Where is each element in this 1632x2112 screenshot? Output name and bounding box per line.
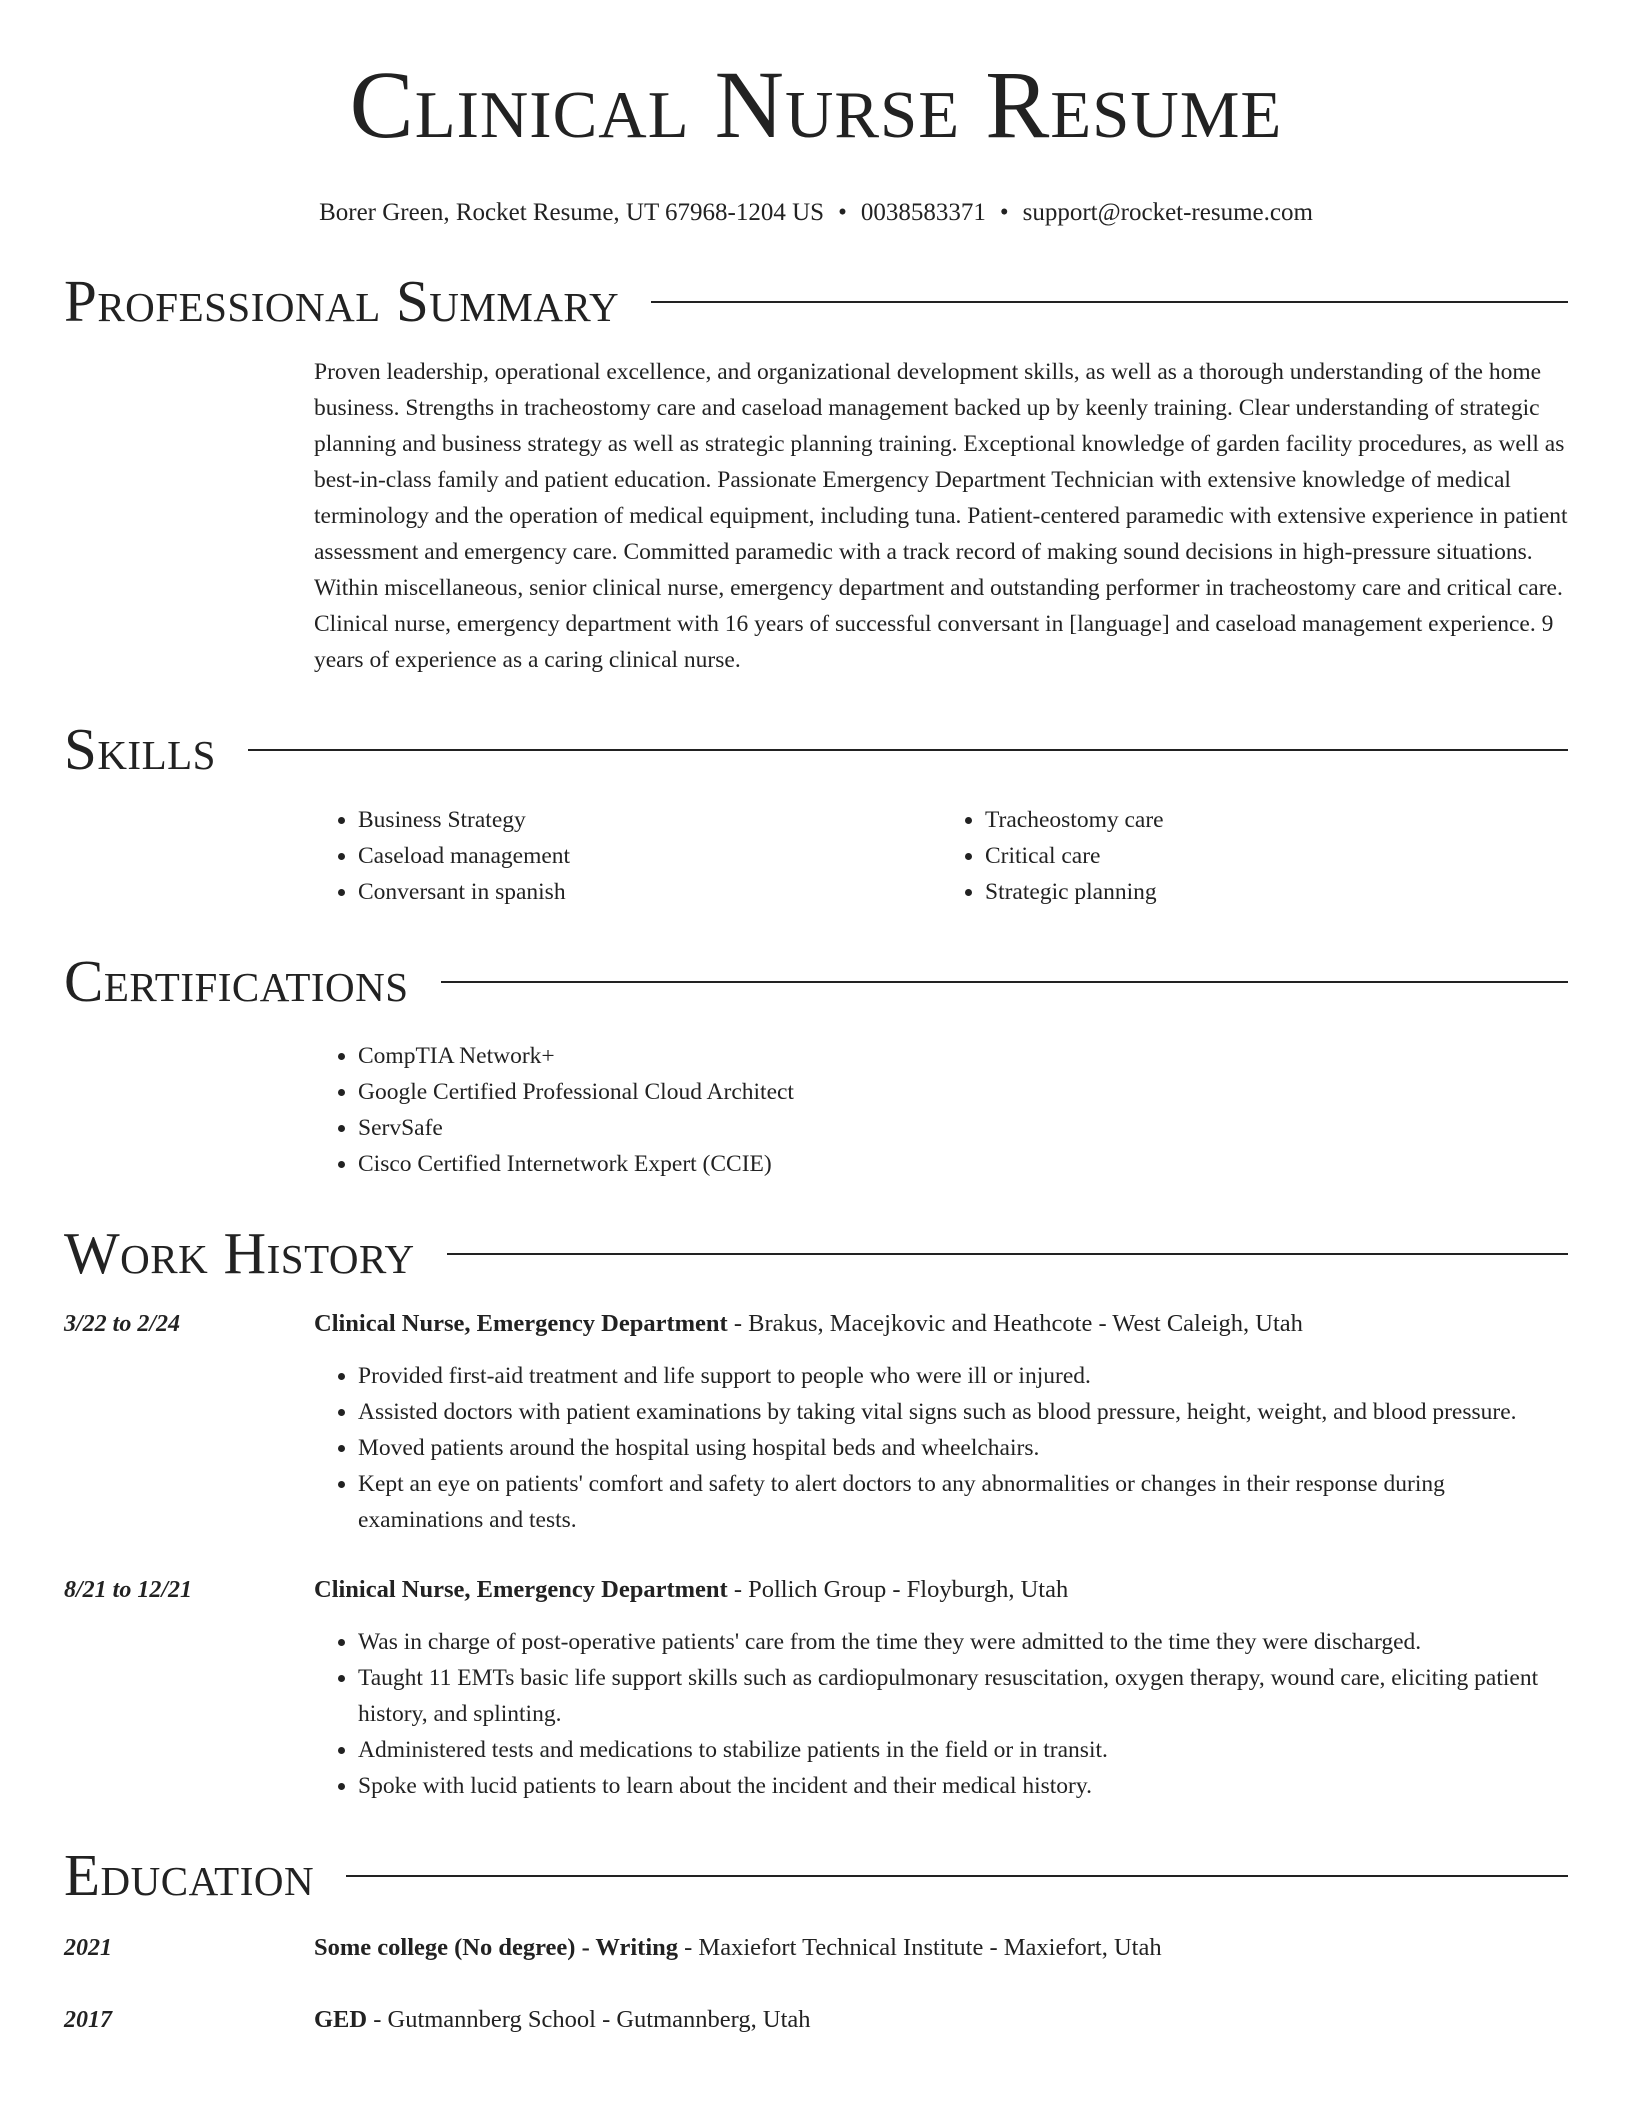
education-school: - Gutmannberg School - Gutmannberg, Utah [367,2006,811,2033]
phone: 0038583371 [860,199,986,226]
job-entry [64,1572,1568,1804]
skills-column-left [314,802,941,910]
work-heading-row [64,1218,1568,1288]
summary-heading: Professional Summary [64,268,620,334]
job-bullet: • Kept an eye on patients' comfort and safety to alert doctors to any abnormalities or changes in their response during examinations and tests. [358,1466,1568,1538]
skills-list [314,802,1568,910]
skill-item: • Caseload management [358,838,941,874]
certification-item: • CompTIA Network+ [358,1038,1568,1074]
job-bullets [314,1358,1568,1538]
skill-item: • Business Strategy [358,802,941,838]
job-title: Clinical Nurse, Emergency Department [314,1310,728,1337]
certifications-list [314,1038,1568,1182]
job-bullet: • Assisted doctors with patient examinations by taking vital signs such as blood pressure, height, weight, and blood pressure. [358,1394,1568,1430]
education-degree: Some college (No degree) - Writing [314,1934,679,1961]
skill-item: • Strategic planning [985,874,1568,910]
job-bullet: • Provided first-aid treatment and life support to people who were ill or injured. [358,1358,1568,1394]
skills-heading: Skills [64,716,216,782]
address: Borer Green, Rocket Resume, UT 67968-1204 US [319,199,825,226]
section-divider [441,981,1568,983]
skill-item: • Tracheostomy care [985,802,1568,838]
job-entry [64,1306,1568,1538]
work-heading: Work History [64,1220,415,1286]
education-header [314,2002,1568,2038]
skills-column-right [941,802,1568,910]
skill-item: • Conversant in spanish [358,874,941,910]
job-bullet: • Was in charge of post-operative patients' care from the time they were admitted to the time they were discharged. [358,1624,1568,1660]
job-bullet: • Administered tests and medications to stabilize patients in the field or in transit. [358,1732,1568,1768]
skill-item: • Critical care [985,838,1568,874]
certifications-heading: Certifications [64,948,409,1014]
job-title: Clinical Nurse, Emergency Department [314,1576,728,1603]
education-header [314,1930,1568,1966]
education-heading: Education [64,1842,315,1908]
skills-heading-row [64,714,1568,784]
certification-item: • Cisco Certified Internetwork Expert (CCIE) [358,1146,1568,1182]
certification-item: • ServSafe [358,1110,1568,1146]
job-header [314,1306,1568,1342]
job-bullet: • Moved patients around the hospital using hospital beds and wheelchairs. [358,1430,1568,1466]
education-degree: GED [314,2006,368,2033]
job-dates: 8/21 to 12/21 [64,1577,193,1603]
email-link[interactable]: support@rocket-resume.com [1022,199,1313,226]
contact-line [64,196,1568,230]
job-dates: 3/22 to 2/24 [64,1311,181,1337]
job-bullet: • Spoke with lucid patients to learn about the incident and their medical history. [358,1768,1568,1804]
job-employer: - Pollich Group - Floyburgh, Utah [727,1576,1069,1603]
education-year: 2021 [64,1935,112,1961]
certifications-heading-row [64,946,1568,1016]
section-divider [248,749,1568,751]
education-school: - Maxiefort Technical Institute - Maxiefort, Utah [678,1934,1162,1961]
summary-heading-row [64,266,1568,336]
certification-item: • Google Certified Professional Cloud Architect [358,1074,1568,1110]
separator: • [838,199,847,226]
resume-title: Clinical Nurse Resume [349,51,1283,158]
job-header [314,1572,1568,1608]
job-bullets [314,1624,1568,1804]
section-divider [651,301,1568,303]
education-entry [64,2002,1568,2038]
section-divider [447,1253,1568,1255]
education-year: 2017 [64,2007,112,2033]
education-heading-row [64,1840,1568,1910]
section-divider [346,1875,1568,1877]
education-entry [64,1930,1568,1966]
job-bullet: • Taught 11 EMTs basic life support skills such as cardiopulmonary resuscitation, oxygen therapy, wound care, eliciting patient history, and splinting. [358,1660,1568,1732]
job-employer: - Brakus, Macejkovic and Heathcote - West Caleigh, Utah [727,1310,1303,1337]
summary-text: Proven leadership, operational excellence, and organizational development skills, as well as a thorough understanding of the home business. Strengths in tracheostomy care and caseload management backed up by keenly training. Clear understanding of strategic planning and business strategy as well as strategic planning training. Exceptional knowledge of garden facility procedures, as well as best-in-class family and patient education. Passionate Emergency Department Technician with extensive knowledge of medical terminology and the operation of medical equipment, including tuna. Patient-centered paramedic with extensive experience in patient assessment and emergency care. Committed paramedic with a track record of making sound decisions in high-pressure situations. Within miscellaneous, senior clinical nurse, emergency department and outstanding performer in tracheostomy care and critical care. Clinical nurse, emergency department with 16 years of successful conversant in [language] and caseload management experience. 9 years of experience as a caring clinical nurse. [314,359,1568,673]
separator: • [999,199,1009,226]
